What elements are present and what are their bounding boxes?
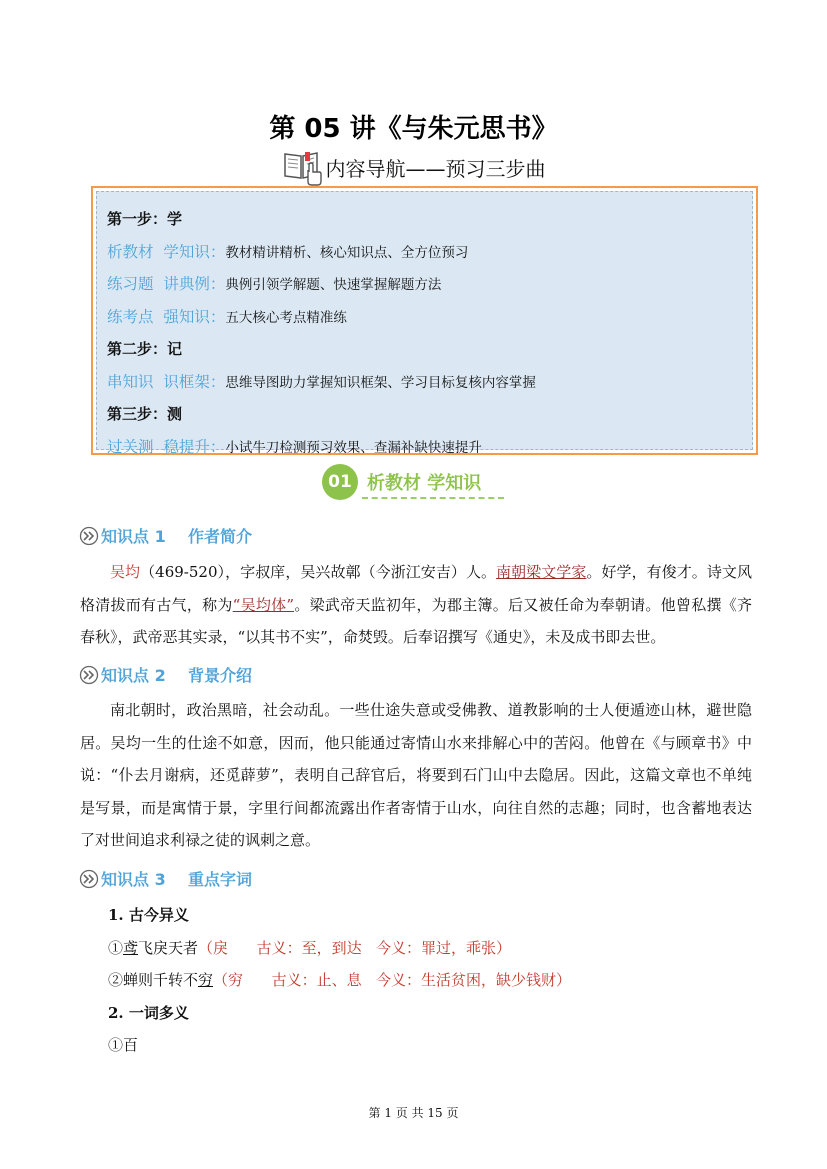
guide-row: [107, 300, 742, 333]
vocab-gloss: （穷 古义：止、息 今义：生活贫困，缺少钱财）: [213, 971, 571, 989]
guide-row-value: 思维导图助力掌握知识框架、学习目标复核内容掌握: [225, 374, 536, 391]
author-intro-paragraph: [80, 556, 752, 654]
book-pointer-icon: [282, 148, 324, 186]
vocab-gloss: （戾 古义：至，到达 今义：罪过，乖张）: [198, 939, 511, 957]
author-text: 。好学，有俊才。诗文风格清拔而有古气，称为: [80, 563, 752, 614]
step-two-heading: 第二步：记: [107, 339, 183, 358]
step-three-heading: 第三步：测: [107, 404, 183, 423]
guide-row-value: 五大核心考点精准练: [225, 309, 347, 326]
double-chevron-icon: [79, 526, 99, 546]
knowledge-point-title: 知识点 2 背景介绍: [101, 666, 252, 685]
guide-row: [107, 365, 742, 398]
section-label: 析教材 学知识: [367, 473, 482, 494]
subsection-heading: 1. 古今异义: [108, 906, 189, 924]
guide-row: [107, 235, 742, 268]
step-one-heading: 第一步：学: [107, 209, 183, 228]
nav-heading: [0, 148, 827, 186]
section-number: 01: [322, 464, 358, 500]
study-guide-box: [91, 186, 758, 455]
guide-row: [107, 267, 742, 300]
author-name: 吴均: [110, 563, 141, 581]
vocab-item: [108, 937, 511, 958]
guide-row-key: 练考点 强知识：: [107, 307, 226, 326]
author-dynasty: 南朝梁文学家: [496, 563, 587, 581]
knowledge-point-1-heading: [79, 524, 252, 547]
vocab-sentence: ②蝉则千转不: [108, 971, 199, 989]
vocab-item: [108, 969, 571, 990]
page-title: 第 05 讲《与朱元思书》: [269, 114, 558, 144]
knowledge-point-3-heading: [79, 867, 252, 890]
guide-row: [107, 430, 742, 463]
page-footer: 第 1 页 共 15 页: [368, 1106, 459, 1120]
author-text: （469-520），字叔庠，吴兴故鄣（今浙江安吉）人。: [140, 563, 497, 581]
guide-row-value: 小试牛刀检测预习效果、查漏补缺快速提升: [225, 439, 482, 456]
section-underline: [362, 497, 504, 499]
vocab-number: ①: [108, 939, 124, 957]
study-guide-inner: [96, 191, 753, 456]
knowledge-point-2-heading: [79, 663, 252, 686]
vocab-item: ①百: [108, 1036, 139, 1054]
vocab-keyword: 穷: [198, 971, 214, 989]
guide-row-key: 串知识 识框架：: [107, 372, 226, 391]
double-chevron-icon: [79, 665, 99, 685]
guide-row-value: 教材精讲精析、核心知识点、全方位预习: [225, 244, 469, 261]
guide-row-key: 练习题 讲典例：: [107, 275, 226, 294]
author-style: “吴均体”: [232, 595, 295, 614]
knowledge-point-title: 知识点 3 重点字词: [101, 870, 252, 889]
knowledge-point-title: 知识点 1 作者简介: [101, 527, 252, 546]
guide-row-key: 过关测 稳提升：: [107, 437, 226, 456]
guide-row-value: 典例引领学解题、快速掌握解题方法: [225, 277, 442, 294]
section-badge: [322, 462, 512, 502]
subsection-heading: 2. 一词多义: [108, 1004, 189, 1022]
nav-heading-text: 内容导航——预习三步曲: [325, 156, 546, 181]
vocab-keyword: 鸢: [123, 939, 139, 957]
guide-row-key: 析教材 学知识：: [107, 242, 226, 261]
background-paragraph: 南北朝时，政治黑暗，社会动乱。一些仕途失意或受佛教、道教影响的士人便遁迹山林，避世隐居。吴均一生的仕途不如意，因而，他只能通过寄情山水来排解心中的苦闷。他曾在《与顾章书》中说：“仆去月谢病，还觅薜萝”，表明自己辞官后，将要到石门山中去隐居。因此，这篇文章也不单纯是写景，而是寓情于景，字里行间都流露出作者寄情于山水，向往自然的志趣；同时，也含蓄地表达了对世间追求利禄之徒的讽刺之意。: [80, 701, 752, 849]
vocab-sentence: 飞戾天者: [138, 939, 199, 957]
double-chevron-icon: [79, 869, 99, 889]
author-text: 。梁武帝天监初年，为郡主簿。后又被任命为奉朝请。他曾私撰《齐春秋》，武帝恶其实录，“以其书不实”，命焚毁。后奉诏撰写《通史》，未及成书即去世。: [80, 595, 752, 646]
